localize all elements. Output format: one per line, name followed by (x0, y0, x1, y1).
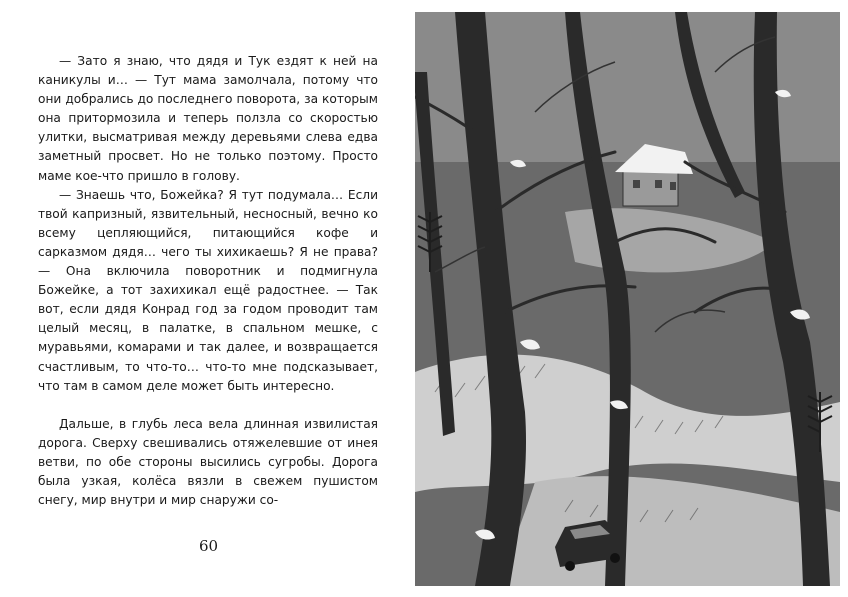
winter-forest-illustration (415, 12, 840, 586)
text-column (38, 52, 378, 510)
page-number: 60 (199, 537, 219, 555)
forest-drawing (415, 12, 840, 586)
paragraph-2: — Знаешь что, Божейка? Я тут подумала… Если твой капризный, язвительный, несносный, вечно ко всему цепляющийся, питающийся кофе и сарказмом дядя… чего ты хихикаешь? Я не права? — Она включила поворотник и подмигнула Божейке, а тот захихикал ещё радостнее. — Так вот, если дядя Конрад год за годом проводит там целый месяц, в палатке, в спальном мешке, с муравьями, комарами и так далее, и возвращается счастливым, то что-то… что-то мне подсказывает, что там в самом деле может быть интересно. (38, 187, 378, 393)
paragraph-3: Дальше, в глубь леса вела длинная извилистая дорога. Сверху свешивались отяжелевшие от инея ветви, по обе стороны высились сугробы. Дорога была узкая, колёса вязли в свежем пушистом снегу, мир внутри и мир снаружи со- (38, 416, 378, 508)
paragraph-1: — Зато я знаю, что дядя и Тук ездят к ней на каникулы и… — Тут мама замолчала, потому что они добрались до последнего поворота, за которым она притормозила и теперь ползла со скоростью улитки, высматривая между деревьями слева едва заметный просвет. Но не только поэтому. Просто маме кое-что пришло в голову. (38, 54, 378, 183)
